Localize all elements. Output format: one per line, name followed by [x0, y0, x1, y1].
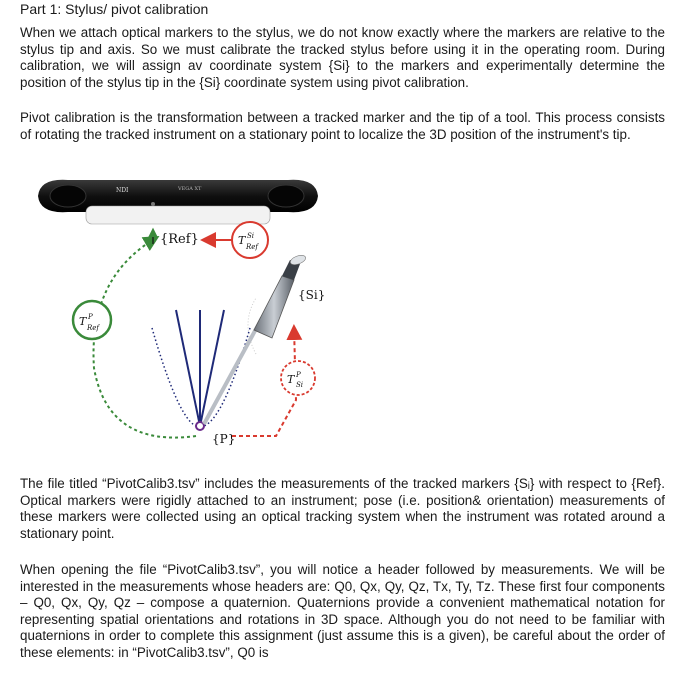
tracked-stylus: [204, 254, 307, 424]
intro-paragraph: When we attach optical markers to the stylus, we do not know exactly where the markers are relative to the stylus tip and axis. So we must calibrate the tracked stylus before using it in the operating room. During calibration, we will assign av coordinate system {Si} to the markers and experimentally determine the position of the stylus tip in the {Si} coordinate system using pivot calibration.: [20, 25, 665, 90]
t-ref-p-base: T: [79, 315, 87, 328]
t-ref-si-base: T: [238, 234, 246, 247]
file-paragraph: The file titled “PivotCalib3.tsv” includes the measurements of the tracked markers {Sᵢ} with respect to {Ref}. Optical markers were rigidly attached to an instrument; pose (i.e. position& orientation) measurements of these markers were collected using an optical tracking system when the instrument was rotated around a stationary point.: [20, 476, 665, 541]
header-paragraph: When opening the file “PivotCalib3.tsv”, you will notice a header followed by measurements. We will be interested in the measurements whose headers are: Q0, Qx, Qy, Qz, Tx, Ty, Tz. These first four components – Q0, Qx, Qy, Qz – compose a quaternion. Quaternions provide a convenient mathematical notation for representing spatial orientations and rotations in 3D space. Although you do not need to be familiar with quaternions in order to complete this assignment (just assume this is a given), be careful about the order of these elements: in “PivotCalib3.tsv”, Q0 is: [20, 562, 665, 660]
page-heading: Part 1: Stylus/ pivot calibration: [20, 1, 209, 17]
t-ref-p-sup: P: [88, 313, 93, 321]
t-ref-p-node: [73, 301, 111, 339]
t-si-p-base: T: [287, 373, 295, 386]
tracking-camera: [38, 180, 318, 224]
t-ref-si-node: [232, 222, 268, 258]
pivot-paragraph: Pivot calibration is the transformation between a tracked marker and the tip of a tool. This process consists of rotating the tracked instrument on a stationary point to localize the 3D position of the instrument's tip.: [20, 110, 665, 142]
t-si-p-sup: P: [296, 371, 301, 379]
t-ref-si-sup: Si: [247, 232, 255, 240]
t-ref-si-sub: Ref: [246, 243, 259, 251]
camera-brand-text: NDI: [116, 187, 129, 194]
ref-frame-label: {Ref}: [160, 232, 199, 247]
p-frame-label: {P}: [212, 432, 236, 446]
t-si-p-node: [281, 361, 315, 395]
pivot-calibration-figure: [28, 168, 328, 458]
t-ref-p-sub: Ref: [87, 324, 100, 332]
si-frame-label: {Si}: [298, 288, 326, 302]
camera-model-text: VEGA XT: [178, 186, 202, 192]
t-si-p-sub: Si: [296, 381, 304, 389]
